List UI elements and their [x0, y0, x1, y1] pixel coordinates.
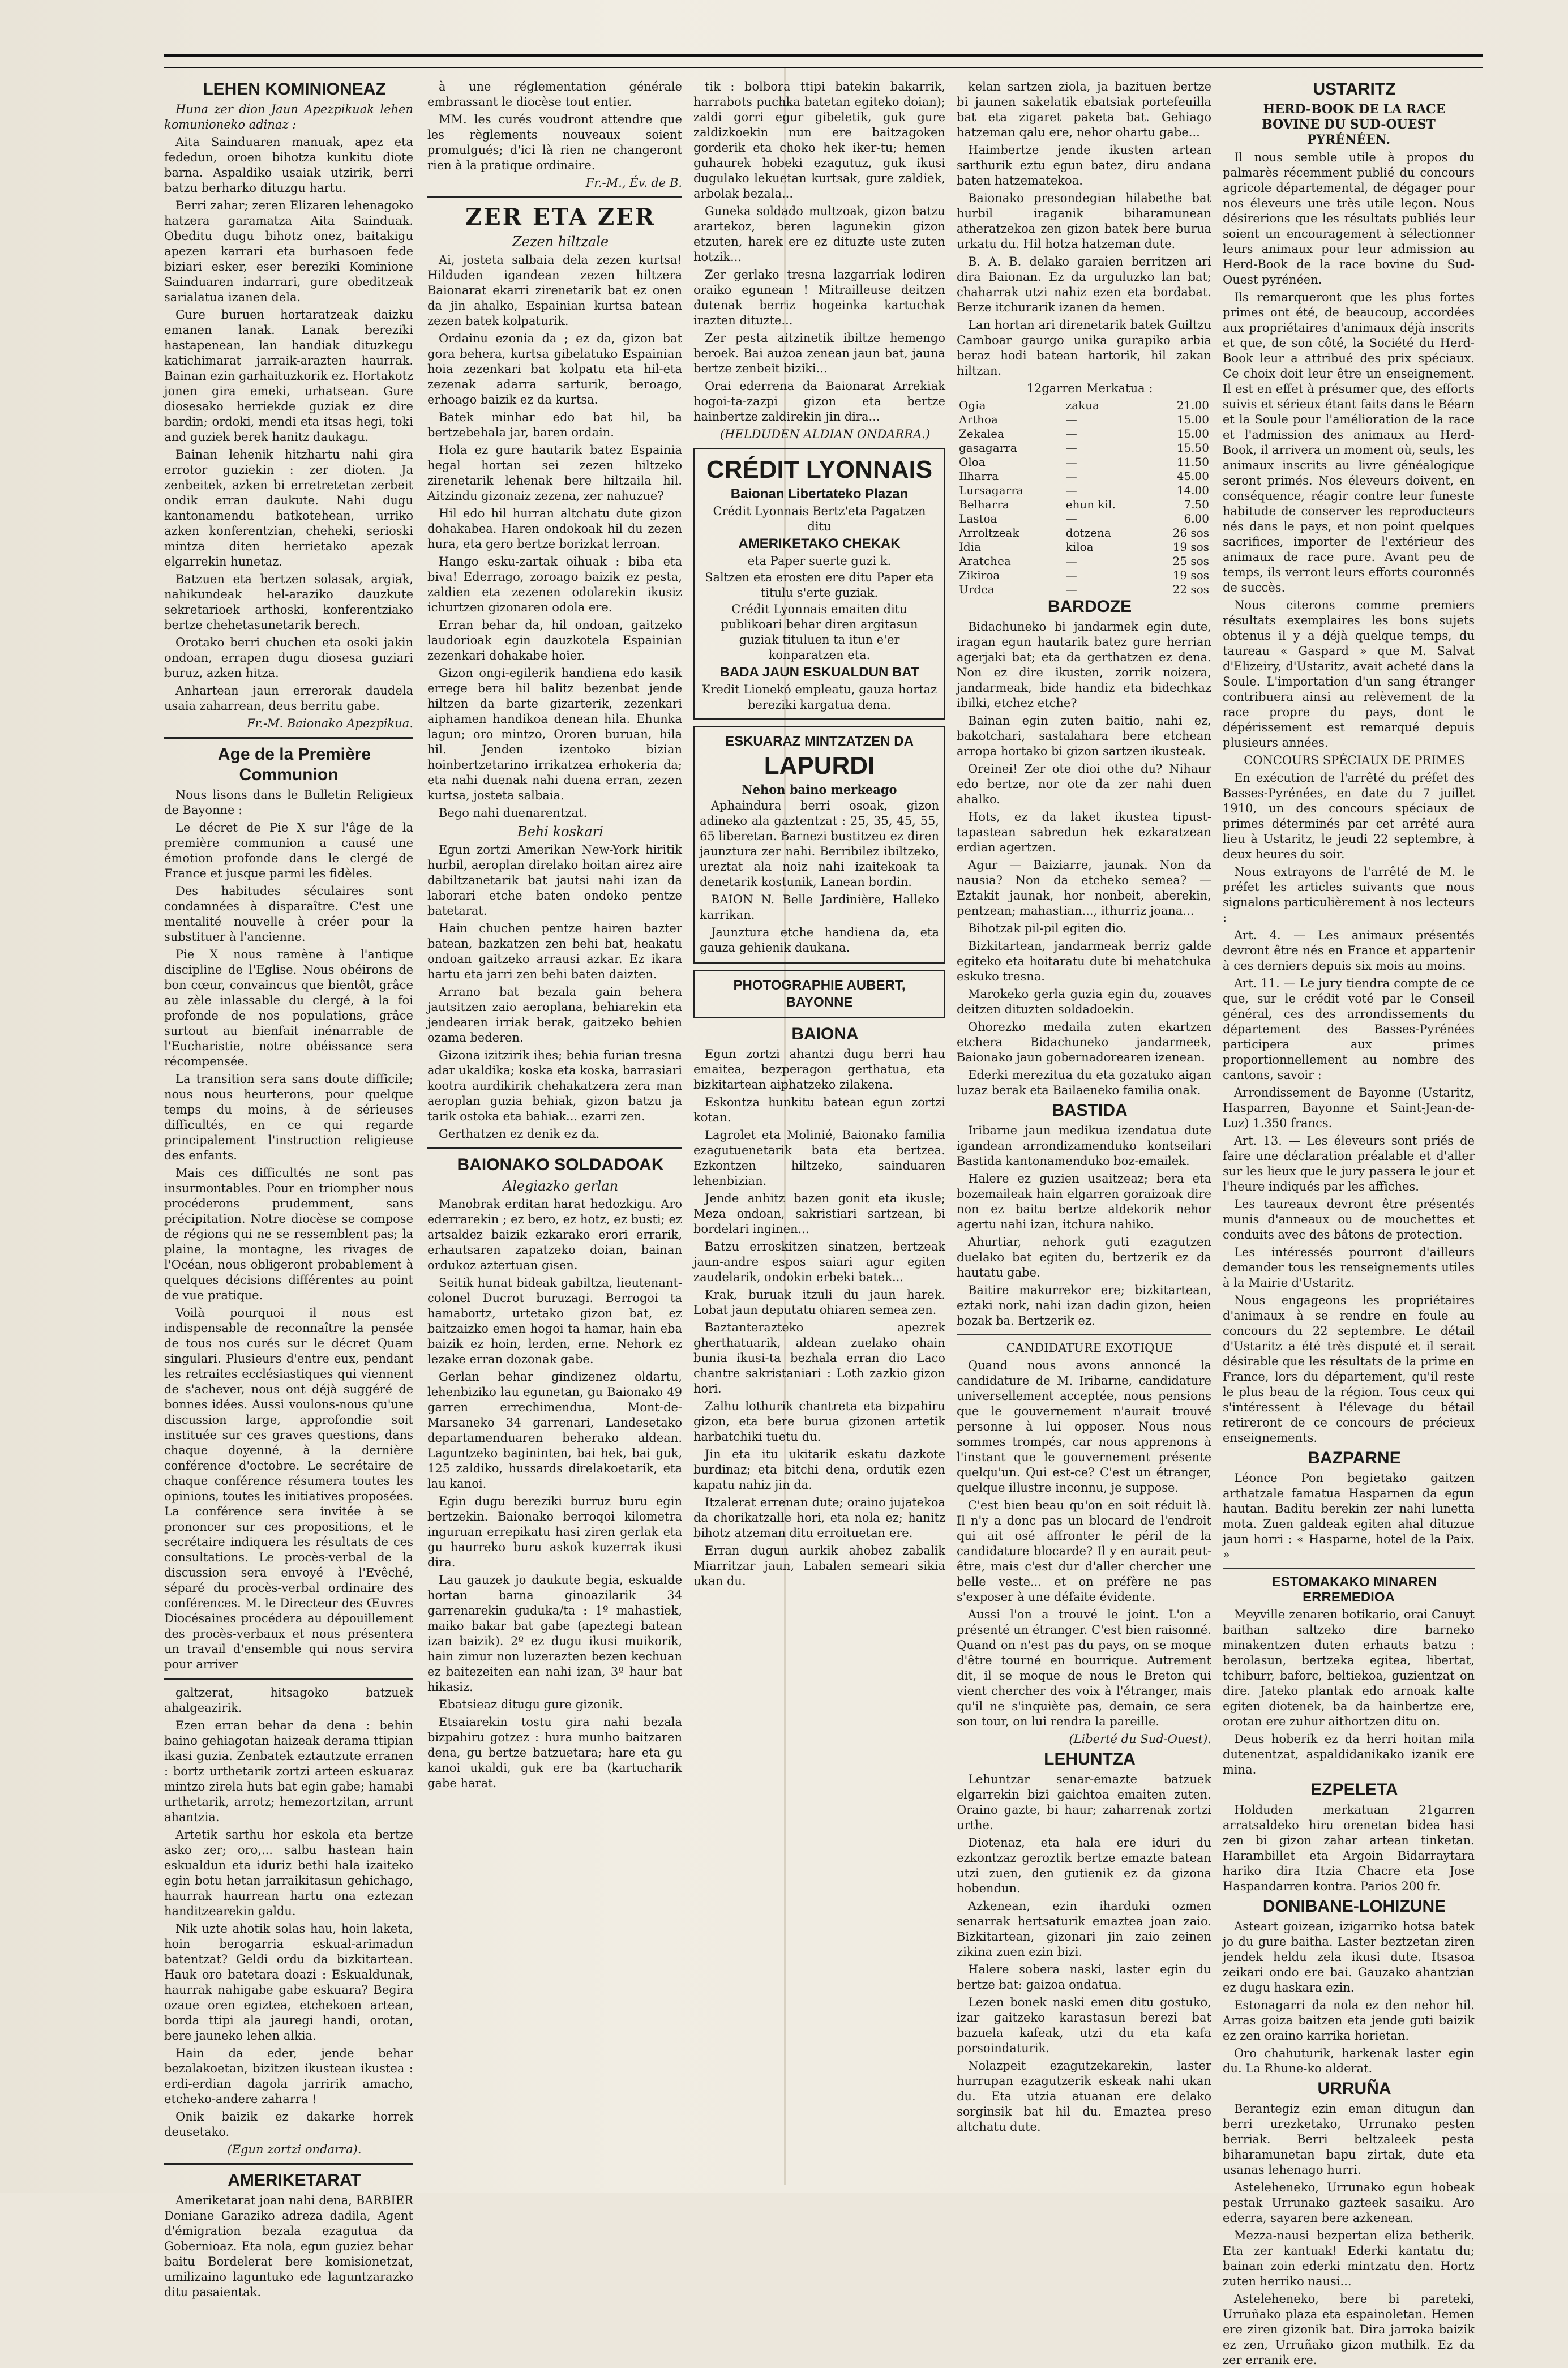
price-unit: —	[1065, 512, 1077, 525]
price-name: Zikiroa	[959, 568, 1000, 582]
column-2	[427, 79, 682, 2159]
bazparne-p1: Léonce Pon begietako gaitzen arthatzale famatua Hasparnen da egun hautan. Baditu berekin zer nahi lunetta mota. Zuen galdeak egiten ahal dituzue jaun horri : « Hasparne, hotel de la Paix. »	[1223, 1471, 1475, 1561]
price-unit: ehun kil.	[1065, 498, 1116, 511]
col2-top-p1: à une réglementation générale embrassant le diocèse tout entier.	[427, 80, 682, 109]
baiona-p5: Batzu erroskitzen sinatzen, bertzeak jaun-andre espos saiari agur egiten zaudelarik, ondokin erbeki batek...	[693, 1240, 945, 1284]
bardoze-heading: BARDOZE	[1047, 597, 1132, 616]
price-value: 19 sos	[1172, 540, 1209, 554]
price-value: 22 sos	[1172, 583, 1209, 596]
lehen-heading: LEHEN KOMINIONEAZ	[203, 80, 386, 99]
age-p4: La transition sera sans doute difficile; nous nous heurterons, pour quelque temps du moins, à de sérieuses difficultés, en ce qui regarde principalement l'instruction religieuse des enfants.	[164, 1072, 413, 1162]
donib-heading: DONIBANE-LOHIZUNE	[1262, 1897, 1446, 1916]
lehun-p6: Nolazpeit ezagutzekarekin, laster hurrupan ezagutzerik eskeak nahi ukan du. Eta utzia atuanan ere delako sorginsik bat hil du. Emaztea preso altchatu dute.	[957, 2059, 1211, 2134]
lehun-p4: Halere sobera naski, laster egin du bertze bat: gaizoa ondatua.	[957, 1963, 1211, 1992]
price-row	[957, 526, 1211, 540]
cont-signature: (Egun zortzi ondarra).	[227, 2143, 362, 2156]
zezen-p2: Ordainu ezonia da ; ez da, gizon bat gora behera, kurtsa gibelatuko Espainian hoia zezenkari bat kolpatu eta hil-eta zezenak adarra sarturik, beroago, erhoago baizik ez da kurtsa.	[427, 332, 682, 406]
age-heading: Age de la Première Communion	[217, 745, 371, 784]
baiona-p2: Eskontza hunkitu batean egun zortzi kotan.	[693, 1095, 945, 1124]
lapurdi-title: LAPURDI	[764, 752, 875, 780]
lehen-p6: Orotako berri chuchen eta osoki jakin ondoan, errapen dugu diosesa guziari buruz, azken hitza.	[164, 636, 413, 680]
bastida-p3: Ahurtiar, nehork guti ezagutzen duelako bat egiten du, bertzerik ez da hautatu gabe.	[957, 1235, 1211, 1279]
credit-title: CRÉDIT LYONNAIS	[706, 456, 933, 483]
baiona-p3: Lagrolet eta Molinié, Baionako familia ezagutuenetarik bata eta bertzea. Ezkontzen hiltzeko, sainduaren lehenbizian.	[693, 1128, 945, 1188]
price-name: Ogia	[959, 399, 986, 412]
price-name: Ilharra	[959, 469, 999, 483]
zezen-p5: Hil edo hil hurran altchatu dute gizon dohakabea. Haren ondokoak hil du zezen hura, eta gero bertze borizkat lerroan.	[427, 507, 682, 551]
price-row	[957, 483, 1211, 498]
lehen-p4: Bainan lehenik hitzhartu nahi gira errotor guziekin : zer dioten. Ja zenbeitek, azken bi erretretetan zerbeit ondik erran daukute. Nahi dugu kantonamendu batkotehean, urriko azken konferentzian, cheheki, serioski mintza diten herrietako apezak elgarrekin hunetaz.	[164, 448, 413, 568]
price-row	[957, 399, 1211, 413]
price-unit: —	[1065, 583, 1077, 596]
donib-p3: Oro chahuturik, harkenak laster egin du. La Rhune-ko alderat.	[1223, 2046, 1475, 2075]
ezpeleta-p1: Holduden merkatuan 21garren arratsaldeko hiru orenetan bidea hasi zen bi gizon zahar artean tinketan. Harambillet eta Argoin Bidarraytara hariko dira Itzia Chacre eta Jose Haspandarren kontra. Parios 200 fr.	[1223, 1803, 1475, 1893]
bazparne-heading: BAZPARNE	[1308, 1449, 1401, 1467]
price-row	[957, 469, 1211, 483]
baiona-p10: Itzalerat errenan dute; oraino jujatekoa da chorikatzalle hori, eta nola ez; hanitz bihotz atzeman ditu erroituetan ere.	[693, 1496, 945, 1540]
credit-line3: AMERIKETAKO CHEKAK	[738, 536, 901, 551]
col3-top-p4: Zer pesta aitzinetik ibiltze hemengo beroek. Bai auzoa zenean jaun bat, jauna bertze zenbeit biziki...	[693, 331, 945, 375]
lapurdi-p3: Jaunztura etche handiena da, eta gauza gehienik daukana.	[700, 926, 939, 954]
col3-top-signature: (HELDUDEN ALDIAN ONDARRA.)	[719, 427, 931, 441]
price-row	[957, 540, 1211, 554]
age-p3: Pie X nous ramène à l'antique discipline de l'Eglise. Nous obéirons de bon cœur, convaincus que bientôt, grâce au zèle inlassable du clergé, à la foi profonde de nos populations, grâce surtout au bienfait inénarrable de l'Eucharistie, notre obéissance sera récompensée.	[164, 948, 413, 1068]
price-unit: —	[1065, 413, 1077, 426]
lehen-p1: Aita Sainduaren manuak, apez eta fededun, oroen bihotza kunkitu diote barna. Aspaldiko usaiak utzirik, berri batzu berharko dituzgu hartu.	[164, 135, 413, 195]
zezen-p4: Hola ez gure hautarik batez Espainia hegal hortan sei zezen hiltzeko zirenetarik lehenak bere hiltzaila hil. Aitzindu gizonaiz zezena, zer nahuzue?	[427, 443, 682, 503]
cont-p3: Artetik sarthu hor eskola eta bertze asko zer; oro,... salbu hastean hain eskualdun eta iduriz bethi hala izaiteko egin botu hetan jarraikitasun gehichago, haurrak haurrean hartu ona eztezan handitzearekin galdu.	[164, 1828, 413, 1918]
col3-top-p5: Orai ederrena da Baionarat Arrekiak hogoi-ta-zazpi gizon eta bertze hainbertze zaldirekin jin dira...	[693, 379, 945, 423]
lapurdi-p2: BAION N. Belle Jardinière, Halleko karrikan.	[700, 893, 939, 922]
donib-p1: Asteart goizean, izigarriko hotsa batek jo du gure baitha. Laster beztzetan ziren jendek heldu zela ikusi dute. Itsasoa zeikari ondo ere bai. Gauzako ahantzian ez dugu haskara ezin.	[1223, 1920, 1475, 1994]
estom-p1: Meyville zenaren botikario, orai Canuyt baithan saltzeko dire barneko minakentzen duten erhauts batzu : berolasun, bertzeka egitea, libertat, tchiburr, baforc, beltiekoa, guzientzat on dire. Jateko plantak edo arnoak kalte egiten diotenek, ba da hainbertze ere, orotan ere zuhur aithortzen ditu on.	[1223, 1608, 1475, 1728]
baiona-p1: Egun zortzi ahantzi dugu berri hau emaitea, bezperagon gerthatua, eta bizkitartean aiphatzeko zilakena.	[693, 1047, 945, 1091]
baiona-p6: Krak, buruak itzuli du jaun harek. Lobat jaun deputatu ohiaren semea zen.	[693, 1288, 945, 1317]
bastida-heading: BASTIDA	[1052, 1101, 1128, 1120]
lehun-p3: Azkenean, ezin iharduki ozmen senarrak hertsaturik emaztea joan zaio. Bizkitartean, gizonari jin zaio zeinen zikina zuen ezin bizi.	[957, 1899, 1211, 1959]
concours-p1: En exécution de l'arrêté du préfet des Basses-Pyrénées, en date du 7 juillet 1910, un des concours spéciaux de primes déterminés par cet arrêté aura lieu à Ustaritz, le jeudi 22 septembre, à deux heures du soir.	[1223, 771, 1475, 861]
zer-heading: ZER ETA ZER	[465, 204, 656, 230]
bastida-p4: Baitire makurrekor ere; bizkitartean, eztaki nork, nahi izan dadin gizon, heien bozak ba. Bertzerik ez.	[957, 1283, 1211, 1328]
behi-p1: Egun zortzi Amerikan New-York hiritik hurbil, aeroplan direlako hoitan airez aire dabiltzanetarik bat jautsi nahi izan da laborari etche baten ondoko pentze batetarat.	[427, 843, 682, 918]
herd-p3: Nous citerons comme premiers résultats exemplaires les bons sujets obtenus il y a déjà quelque temps, du taureau « Gaspard » que M. Salvat d'Elizeiry, d'Ustaritz, avait acheté dans la Soule. L'importation d'un sang étranger contribuera ainsi au relèvement de la race propre du pays, dont le dépérissement est remarqué depuis plusieurs années.	[1223, 598, 1475, 750]
age-p6: Voilà pourquoi il nous est indispensable de reconnaître la pensée de tous nos curés sur le décret Quam singulari. Plusieurs d'entre eux, pendant les retraites ecclésiastiques qui viennent de s'achever, nous ont déjà suggéré de bonnes idées. Aussi voulons-nous qu'une discussion large, approfondie soit instituée sur ces graves questions, dans chaque doyenné, à la dernière conférence d'octobre. Le secrétaire de chaque conférence résumera toutes les opinions, toutes les initiatives proposées. La conférence sera invitée à se prononcer sur ces propositions, et le secrétaire indiquera les résultats de ces consultations. Le procès-verbal de la discussion sera envoyé à l'Evêché, séparé du procès-verbal ordinaire des conférences. M. le Directeur des Œuvres Diocésaines procédera au dépouillement des procès-verbaux et nous présentera un travail d'ensemble qui nous servira pour arriver	[164, 1306, 413, 1671]
price-row	[957, 413, 1211, 427]
donib-p2: Estonagarri da nola ez den nehor hil. Arras goiza baitzen eta jende guti baizik ez zen oraino karrika horietan.	[1223, 1998, 1475, 2042]
col4-top-p5: Lan hortan ari direnetarik batek Guiltzu Camboar gaurgo unika gurapiko arbia beraz hodi batean hartorik, hil zakan hiltzan.	[957, 318, 1211, 378]
cand-p2: C'est bien beau qu'on en soit réduit là. Il n'y a donc pas un blocard de l'endroit qui ait osé affronter le péril de la candidature blocarde? Il y en aurait peut-être, mais c'est dur d'aller chercher une belle veste... et on préfère ne pas s'exposer à une défaite évidente.	[957, 1498, 1211, 1604]
alegi-p6: Ebatsieaz ditugu gure gizonik.	[439, 1698, 623, 1711]
concours-p9: Nous engageons les propriétaires d'animaux à se rendre en foule au concours du 22 septembre. Le détail d'Ustaritz a été très disputé et il serait désirable que les résultats de la prime en France, lors du département, qu'il reste le plus beau de la région. Tous ceux qui s'intéressent à l'élevage du bétail retireront de ce concours de précieux enseignements.	[1223, 1294, 1475, 1445]
lapurdi-ad	[693, 726, 945, 964]
behi-p4: Gizona izitzirik ihes; behia furian tresna adar ukaldika; koska eta koska, barrasiari kootra aurdikirik chehakatzera zera man aeroplan guzia behiak, gizon batzu ja tarik ostoka eta bahiak... ezarri zen.	[427, 1048, 682, 1123]
alegi-p5: Lau gauzek jo daukute begia, eskualde hortan barna ginoazilarik 34 garrenarekin guduka/ta : 1º mahastiek, maiko bakar bat gabe (apeztegi batean izan baizik). 2º ez dugu ikusi muikorik, hain zimur non luzerazten bezen kechuan ez baitezeiten ean nahi izan, 3º haur bat hikasiz.	[427, 1573, 682, 1694]
column-5	[1223, 79, 1475, 2367]
estom-p2: Deus hoberik ez da herri hoitan mila dutenentzat, aspaldidanikako izanik ere mina.	[1223, 1732, 1475, 1776]
price-unit: —	[1065, 469, 1077, 483]
behi-heading: Behi koskari	[517, 824, 603, 840]
divider	[164, 737, 413, 739]
bardoze-p9: Ohorezko medaila zuten ekartzen etchera Bidachuneko jandarmeek, Baionako jaun gobernadorearen izenean.	[957, 1020, 1211, 1064]
bastida-p2: Halere ez guzien usaitzeaz; bera eta bozemaileak hain elgarren goraizoak dire non ez baitu bertze aldekorik nehor agertu nahi izan, itchura nahiko.	[957, 1172, 1211, 1231]
concours-p6: Art. 13. — Les éleveurs sont priés de faire une déclaration préalable et d'aller sur les lieux que le jury passera le jour et l'heure indiqués par les affiches.	[1223, 1134, 1475, 1193]
price-unit: —	[1065, 483, 1077, 497]
price-row	[957, 554, 1211, 568]
bardoze-p2: Bainan egin zuten baitio, nahi ez, bakotchari, sastalahara bere etchean arropa hortako bi gizon sartzen ikusteak.	[957, 714, 1211, 758]
urruna-p4: Asteleheneko, bere bi pareteki, Urruñako plaza eta espainoletan. Hemen ere ziren gizonik bat. Dira jarroka baizik ez zen, Urruñako gizon muthilk. Ez da zer erranik ere.	[1223, 2292, 1475, 2367]
column-4	[957, 79, 1211, 2159]
col4-top-p1: kelan sartzen ziola, ja bazituen bertze bi jaunen sakelatik ebatsiak portefeuilla bat eta zigaret paketa bat. Gehiago hatzeman qalu ere, nehor ohartu gabe...	[957, 80, 1211, 139]
lehen-p7: Anhartean jaun errerorak daudela usaia zaharrean, deus berritu gabe.	[164, 684, 413, 713]
price-value: 45.00	[1176, 469, 1209, 483]
amerik-text: Ameriketarat joan nahi dena, BARBIER Doniane Garaziko adreza dadila, Agent d'émigration bezala ezagutua da Gobernioaz. Eta nola, egun guziez behar baitu Bordelerat bere komisionetzat, umilizaino laguntuko ede laguntzarazko ditu pasaientak.	[164, 2194, 413, 2299]
col3-top-p1: tik : bolbora ttipi batekin bakarrik, harrabots puchka batetan egiteko doian); zaldi gorri egur gibeletik, guk gure zaldizkoekin nun ere baitzagoken gorderik eta choko hek iker-tu; hemen guhaurek hobeki ezagutuz, guk ikusi dugulako lekuetan kurtsak, gure zaldiek, arbolak bezala...	[693, 80, 945, 200]
cand-p3: Aussi l'on a trouvé le joint. L'on a présenté un étranger. C'est bien raisonné. Quand on n'est pas du pays, on se moque d'être tourné en bourrique. Autrement dit, il se moque de nous le Breton qui vient chercher des voix à l'étranger, mais qu'il ne s'inquiète pas, demain, ce sera son tour, on lui rendra la pareille.	[957, 1608, 1211, 1728]
price-value: 25 sos	[1172, 554, 1209, 568]
price-name: gasagarra	[959, 441, 1017, 455]
cand-p1: Quand nous avons annoncé la candidature de M. Iribarne, candidature universellement acceptée, nous pensions que le gouvernement n'aurait trouvé personne à lui opposer. Nous nous sommes trompés, car nous apprenons à l'instant que le gouvernement présente quelqu'un. Qui est-ce? C'est un étranger, quelque illustre inconnu, je suppose.	[957, 1359, 1211, 1495]
cand-signature: (Liberté du Sud-Ouest).	[1069, 1732, 1211, 1746]
price-unit: —	[1065, 568, 1077, 582]
amerik-heading: AMERIKETARAT	[228, 2171, 361, 2190]
behi-p5: Gerthatzen ez denik ez da.	[439, 1127, 600, 1141]
lehun-p2: Diotenaz, eta hala ere iduri du ezkontzaz geroztik bertze emazte batean utzi zuen, den gutienik ez da gizona hobendun.	[957, 1836, 1211, 1895]
bardoze-p10: Ederki merezitua du eta gozatuko aigan luzaz berak eta Bailaeneko familia onak.	[957, 1068, 1211, 1097]
alegi-p1: Manobrak erditan harat hedozkigu. Aro ederrarekin ; ez bero, ez hotz, ez busti; ez artsaldez baizik ezkarako erori errarik, erhautsaren zapatzeko doian, bainan ordukoz aztertuan gisen.	[427, 1197, 682, 1272]
alegi-p2: Seitik hunat bideak gabiltza, lieutenant-colonel Ducrot buruzagi. Berrogoi ta hamabortz, urtetako gizon bat, ez baitzaizko emen hogoi ta hamar, hain eba baizik ez hoin, lerden, erne. Nehork ez lezake erran dozonak gabe.	[427, 1276, 682, 1366]
lehen-intro: Huna zer dion Jaun Apezpikuak lehen komunioneko adinaz :	[164, 102, 413, 131]
price-row	[957, 455, 1211, 469]
herd-p2: Ils remarqueront que les plus fortes primes ont été, de beaucoup, accordées aux propriétaires d'animaux déjà inscrits et que, de son côté, la Société du Herd-Book leur a attribué des prix spéciaux. Ce choix doit leur être un enseignement. Il est en effet à présumer que, des efforts suivis et sérieux étant faits dans le Béarn et la Soule pour l'amélioration de la race et l'admission des animaux au Herd-Book, il arrivera un moment où, seuls, les animaux inscrits au livre généalogique seront primés. Nos éleveurs doivent, en conséquence, réagir contre leur funeste habitude de conserver les reproducteurs nés dans le pays, et non point quelques sacrifices, importer de l'extérieur des animaux de race pure. Avant peu de temps, ils verront leurs efforts couronnés de succès.	[1223, 290, 1475, 594]
price-row	[957, 512, 1211, 526]
market-prices-table	[957, 399, 1211, 597]
credit-line1: Baionan Libertateko Plazan	[730, 486, 909, 502]
bardoze-p5: Agur — Baiziarre, jaunak. Non da nausia? Non da etcheko semea? — Eztakit jaunak, hor nonbeit, aberekin, pentzean; mahastian..., ithurriz joana...	[957, 858, 1211, 918]
divider	[427, 1147, 682, 1149]
behi-p3: Arrano bat bezala gain behera jautsitzen zaio aeroplana, behiarekin eta jendearen irriak berak, gaitzeko behien ozama bederen.	[427, 985, 682, 1044]
concours-heading: CONCOURS SPÉCIAUX DE PRIMES	[1244, 753, 1465, 767]
estom-heading: ESTOMAKAKO MINAREN ERREMEDIOA	[1271, 1574, 1437, 1605]
price-name: Lastoa	[959, 512, 997, 525]
baiona-heading: BAIONA	[791, 1025, 859, 1043]
price-row	[957, 498, 1211, 512]
credit-line4: eta Paper suerte guzi k.	[747, 554, 892, 568]
credit-line2: Crédit Lyonnais Bertz'eta Pagatzen ditu	[713, 504, 926, 533]
zezen-p8: Gizon ongi-egilerik handiena edo kasik errege bera hil balitz bezenbat jende hiltzen da barte gizarterik, zezenkari aiphamen handikoa denean hila. Ehunka lagun; oro mintzo, Ororen buruan, hila hil. Jenden izentoko bizian hoinbertzetarino irrikatzea erhokeria da; eta nahi duenak nahi duena erran, zezen kurtsa, josteta salbaia.	[427, 666, 682, 802]
ustaritz-heading: USTARITZ	[1313, 80, 1396, 99]
lapurdi-p1: Aphaindura berri osoak, gizon adineko ala gaztentzat : 25, 35, 45, 55, 65 liberetan. Barnezi bustitzeu ez diren jaunztura zer nahi. Berribilez ibiltzeko, ureztat ala noiz nahi izaitekoak ta denetarik kostunik, Lanean bordin.	[700, 799, 939, 889]
price-value: 15.00	[1176, 427, 1209, 440]
bastida-p1: Iribarne jaun medikua izendatua dute igandean arrondizamenduko kontseilari Bastida kantonamenduko boz-emailek.	[957, 1124, 1211, 1168]
lehen-signature: Fr.-M. Baionako Apezpikua.	[246, 717, 413, 730]
cont-p2: Ezen erran behar da dena : behin baino gehiagotan haizeak derama ttipian ikasi guzia. Zenbatek eztautzute erranen : bortz urthetarik zortzi arteen eskuaraz mintzo zirela huts bat egin gabe; hamabi urthetarik, arrotz; hemezortzitan, arrunt ahantzia.	[164, 1719, 413, 1824]
credit-line8: Kredit Lionekó empleatu, gauza hortaz bereziki kargatua dena.	[701, 683, 937, 712]
divider	[957, 1334, 1211, 1335]
urruna-p1: Berantegiz ezin eman ditugun dan berri urezketako, Urrunako pesten berriak. Berri beltzaleek pesta biharamunetan bapu zirtak, dute eta usanas lehenago hurri.	[1223, 2102, 1475, 2177]
col4-top-p2: Haimbertze jende ikusten artean sarthurik eztu egun batez, diru andana baten hatzematekoa.	[957, 143, 1211, 187]
zezen-p3: Batek minhar edo bat hil, ba bertzebehala jar, baren ordain.	[427, 410, 682, 439]
bardoze-p3: Oreinei! Zer ote dioi othe du? Nihaur edo bertze, nor ote da zer nahi duen ahalko.	[957, 762, 1211, 806]
cont-p5: Hain da eder, jende behar bezalakoetan, bizitzen ikustean ikustea : erdi-erdian dagola jarririk amacho, etcheko-andere zaharra !	[164, 2046, 413, 2106]
price-value: 7.50	[1184, 498, 1209, 511]
age-p1: Le décret de Pie X sur l'âge de la première communion a causé une émotion profonde dans le clergé de France et jusque parmi les fidèles.	[164, 821, 413, 880]
cont-p1: galtzerat, hitsagoko batzuek ahalgeazirik.	[164, 1686, 413, 1715]
price-name: Idia	[959, 540, 982, 554]
price-unit: zakua	[1065, 399, 1100, 412]
col2-top-p2: MM. les curés voudront attendre que les règlements nouveaux soient promulgués; d'ici là rien ne changeront rien à la pratique ordinaire.	[427, 113, 682, 172]
price-value: 11.50	[1176, 455, 1209, 469]
credit-lyonnais-ad	[693, 448, 945, 720]
age-p2: Des habitudes séculaires sont condamnées à disparaître. C'est une mentalité nouvelle à créer pour la substituer à l'ancienne.	[164, 884, 413, 944]
price-row	[957, 427, 1211, 441]
baio-heading: BAIONAKO SOLDADOAK	[457, 1155, 664, 1174]
zezen-p1: Ai, josteta salbaia dela zezen kurtsa! Hilduden igandean zezen hiltzera Baionarat ekarri zirenetarik bat ez onen da jin ahalko, Espainian kurtsa batean zezen batek kolpaturik.	[427, 253, 682, 328]
price-value: 21.00	[1176, 399, 1209, 412]
herd-heading: HERD-BOOK DE LA RACE BOVINE DU SUD-OUEST PYRÉNÉEN.	[1262, 102, 1446, 147]
ezpeleta-heading: EZPELETA	[1310, 1780, 1398, 1799]
urruna-heading: URRUÑA	[1317, 2079, 1391, 2098]
price-row	[957, 441, 1211, 455]
zezen-heading: Zezen hiltzale	[512, 234, 609, 250]
baiona-p11: Erran dugun aurkik ahobez zabalik Miarritzar jaun, Labalen semeari sikia ukan du.	[693, 1544, 945, 1588]
prices-heading: 12garren Merkatua :	[1026, 382, 1153, 395]
lehun-p5: Lezen bonek naski emen ditu gostuko, izar gaitzeko karastasun berezi bat bazuela kafeak, utzi du eta kafa porsoindaturik.	[957, 1996, 1211, 2055]
price-name: Lursagarra	[959, 483, 1023, 497]
price-row	[957, 568, 1211, 583]
column-3	[693, 79, 945, 2159]
price-name: Zekalea	[959, 427, 1004, 440]
cont-p4: Nik uzte ahotik solas hau, hoin laketa, hoin berogarria eskual-arimadun batentzat? Geldi ordu da bizkitartean. Hauk oro batetara doazi : Eskualdunak, haurrak nahigabe gabe eskuara? Begira ozaue oren egiztea, etchekoen artean, borda ttipi ala jauregi handi, orotan, bere jauneko lehen alkia.	[164, 1922, 413, 2042]
divider	[1223, 1568, 1475, 1569]
price-unit: dotzena	[1065, 526, 1111, 539]
urruna-p2: Asteleheneko, Urrunako egun hobeak pestak Urrunako gazteek sasaiku. Aro ederra, sayaren bere azkenean.	[1223, 2181, 1475, 2225]
cand-heading: CANDIDATURE EXOTIQUE	[1006, 1341, 1173, 1355]
price-value: 15.50	[1176, 441, 1209, 455]
concours-p4: Art. 11. — Le jury tiendra compte de ce que, sur le crédit voté par le Conseil général, ces des arrondissements du département des Basses-Pyrénées participera aux primes proportionnellement au nombre des cantons, savoir :	[1223, 977, 1475, 1082]
baiona-p9: Jin eta itu ukitarik eskatu dazkote burdinaz; eta bitchi dena, ordutik ezen kapatu nahiz jin da.	[693, 1448, 945, 1492]
zezen-p9: Bego nahi duenarentzat.	[439, 806, 588, 820]
eskuaraz-banner: ESKUARAZ MINTZATZEN DA	[725, 734, 914, 749]
lapurdi-sub: Nehon baino merkeago	[742, 782, 897, 797]
price-name: Aratchea	[959, 554, 1011, 568]
price-value: 26 sos	[1172, 526, 1209, 539]
baiona-p8: Zalhu lothurik chantreta eta bizpahiru gizon, eta bere burua gizonen artetik harbatchiki tuetu du.	[693, 1399, 945, 1444]
price-unit: kiloa	[1065, 540, 1094, 554]
price-value: 6.00	[1184, 512, 1209, 525]
credit-line6: Crédit Lyonnais emaiten ditu publikoari behar diren argitasun guziak tituluen ta itun e'er konparatzen eta.	[721, 602, 918, 662]
bardoze-p7: Bizkitartean, jandarmeak berriz galde egiteko eta hoitaratu dute bi mehatchuka eskuko tresna.	[957, 939, 1211, 983]
price-unit: —	[1065, 427, 1077, 440]
column-1	[164, 79, 413, 2299]
credit-line7: BADA JAUN ESKUALDUN BAT	[719, 665, 919, 680]
cont-p6: Onik baizik ez dakarke horrek deusetako.	[164, 2110, 413, 2139]
concours-p8: Les intéressés pourront d'ailleurs demander tous les renseignements utiles à la Mairie d'Ustaritz.	[1223, 1245, 1475, 1290]
alegi-heading: Alegiazko gerlan	[502, 1178, 619, 1194]
price-value: 14.00	[1176, 483, 1209, 497]
col4-top-p3: Baionako presondegian hilabethe bat hurbil iraganik biharamunean atheratzekoa zen gizon batek bere burua urkatu du. Hil hotza hatzeman dute.	[957, 191, 1211, 251]
lehen-p5: Batzuen eta bertzen solasak, argiak, nahikundeak hel-araziko dauzkute sekretarioek arthoski, konferentziako bertze chehetasunetarik berech.	[164, 572, 413, 632]
credit-line5: Saltzen eta erosten ere ditu Paper eta titulu s'erte guziak.	[705, 571, 934, 600]
concours-p3: Art. 4. — Les animaux présentés devront être nés en France et appartenir à ces derniers depuis six mois au moins.	[1223, 928, 1475, 973]
lehun-p1: Lehuntzar senar-emazte batzuek elgarrekin bizi gaichtoa emaiten zuten. Oraino gazte, bi haur; zaharrenak zortzi urthe.	[957, 1772, 1211, 1832]
concours-p7: Les taureaux devront être présentés munis d'anneaux ou de mouchettes et conduits avec des bâtons de protection.	[1223, 1197, 1475, 1241]
col3-top-p2: Guneka soldado multzoak, gizon batzu arartekoz, beren lagunekin gizon etzuten, harek ere ez dituzte uste zuten hotzik...	[693, 204, 945, 264]
alegi-p7: Etsaiarekin tostu gira nahi bezala bizpahiru gotzez : hura munho baitzaren dena, gu bertze batzuetara; hare eta gu kanoi ukaldi, guk ere ba (kartucharik gabe harat.	[427, 1715, 682, 1790]
age-p5: Mais ces difficultés ne sont pas insurmontables. Pour en triompher nous procéderons prudemment, sans précipitation. Notre diocèse se compose de régions qui ne se ressemblent pas; la plaine, la montagne, les rivages de l'Océan, nous obligeront probablement à quelques décisions différentes au point de vue pratique.	[164, 1166, 413, 1302]
price-name: Arroltzeak	[959, 526, 1019, 539]
price-name: Urdea	[959, 583, 995, 596]
lehen-p3: Gure buruen hortaratzeak daizku emanen lanak. Lanak bereziki hastapenean, lan handiak dituzkegu katichimarat jarraik-arazten haurrak. Bainan ezin garhaituzkorik ez. Hortakotz jonen gira emeki, urhatsean. Gure diosesako herriekde guziak ez dire bardin; ordoki, mendi eta itsas hegi, toki and guziek berek hanitz daukagu.	[164, 308, 413, 444]
lehen-p2: Berri zahar; zeren Elizaren lehenagoko hatzera garamatza Aita Sainduak. Obeditu dugu bihotz onez, baitakigu apezen karrari eta burhasoen fede biziari esker, eser bereziki Kominione Sainduaren indarrari, gure obeditzeak sarialatua izanen dela.	[164, 199, 413, 304]
concours-p5: Arrondissement de Bayonne (Ustaritz, Hasparren, Bayonne et Saint-Jean-de-Luz) 1.350 francs.	[1223, 1086, 1475, 1130]
price-row	[957, 583, 1211, 597]
bardoze-p8: Marokeko gerla guzia egin du, zouaves deitzen dituzten soldadoekin.	[957, 987, 1211, 1016]
concours-p2: Nous extrayons de l'arrêté de M. le préfet les articles suivants que nous signalons particulièrement à nos lecteurs :	[1223, 865, 1475, 924]
photo-title: PHOTOGRAPHIE AUBERT, BAYONNE	[733, 978, 906, 1010]
herd-p1: Il nous semble utile à propos du palmarès récemment publié du concours agricole départemental, de dégager pour nos éleveurs une très utile leçon. Nous désirerions que les résultats publiés leur soient un encouragement à sélectionner leurs animaux pour leur admission au Herd-Book de la race bovine du Sud-Ouest pyrénéen.	[1223, 151, 1475, 286]
col2-top-signature: Fr.-M., Év. de B.	[585, 176, 682, 190]
price-name: Arthoa	[959, 413, 998, 426]
zezen-p6: Hango esku-zartak oihuak : biba eta biva! Ederrago, zoroago baizik ez pesta, zaldien eta zezenen odolarekin ikusiz ichurtzen gizonaren odola ere.	[427, 555, 682, 614]
price-unit: —	[1065, 455, 1077, 469]
zezen-p7: Erran behar da, hil ondoan, gaitzeko laudorioak egin dauzkotela Espainian zezenkari dohakabe hoier.	[427, 618, 682, 662]
alegi-p3: Gerlan behar gindizenez oldartu, lehenbiziko lau egunetan, gu Baionako 49 garren errechimendua, Mont-de-Marsaneko 34 garrenari, Landesetako departamenduaren beherako aldean. Laguntzeko bagininten, bai hek, bai guk, 125 zaldiko, hussards direlakoetarik, eta lau kanoi.	[427, 1370, 682, 1491]
baiona-p4: Jende anhitz bazen gonit eta ikusle; Meza ondoan, sakristiari sartzean, bi bordelari inginen...	[693, 1192, 945, 1236]
col3-top-p3: Zer gerlako tresna lazgarriak lodiren oraiko egunean ! Mitrailleuse deitzen dutenak berriz hogeinka kartuchak irazten dituzte...	[693, 268, 945, 327]
price-value: 15.00	[1176, 413, 1209, 426]
lehun-heading: LEHUNTZA	[1044, 1750, 1136, 1768]
col4-top-p4: B. A. B. delako garaien berritzen ari dira Baionan. Ez da urguluzko lan bat; chaharrak utzi nahiz ezen eta bordabat. Berze itchurarik izanen da hemen.	[957, 255, 1211, 314]
price-name: Oloa	[959, 455, 986, 469]
price-unit: —	[1065, 441, 1077, 455]
bardoze-p1: Bidachuneko bi jandarmek egin dute, iragan egun hautarik batez gure herrian agerjaki bat; eta da gerthatzen ez dena. Non ez dire ikusten, zorrik noizera, jandarmeak, bide handiz eta bidechkaz ibilki, etchez etche?	[957, 620, 1211, 710]
price-name: Belharra	[959, 498, 1009, 511]
urruna-p3: Mezza-nausi bezpertan eliza betherik. Eta zer kantuak! Ederki kantatu du; bainan zoin ederki mintzatu den. Hortz zuten herriko nausi...	[1223, 2229, 1475, 2288]
photo-ad	[693, 970, 945, 1018]
price-value: 19 sos	[1172, 568, 1209, 582]
age-intro: Nous lisons dans le Bulletin Religieux de Bayonne :	[164, 788, 413, 817]
divider	[164, 1678, 413, 1680]
masthead-rule	[164, 54, 1483, 68]
price-unit: —	[1065, 554, 1077, 568]
divider	[164, 2163, 413, 2165]
bardoze-p6: Bihotzak pil-pil egiten dio.	[968, 922, 1127, 935]
behi-p2: Hain chuchen pentze hairen bazter batean, bazkatzen zen behi bat, heakatu ondoan gaitzeko arrausi azkar. Ez ikara hartu eta jarri zen behi baten daizten.	[427, 922, 682, 981]
alegi-p4: Egin dugu bereziki burruz buru egin bertzekin. Baionako berroqoi kilometra inguruan errepikatu hasi ziren gerlak eta gu haurreko buru askok kuzerrak ikusi dira.	[427, 1495, 682, 1569]
baiona-p7: Baztanterazteko apezrek gherthatuarik, aldean zuelako ohain bunia ikusi-ta bezhala erran dio Laco chantre sakristaniari : Loth zazkio gizon hori.	[693, 1321, 945, 1395]
divider	[427, 196, 682, 198]
bardoze-p4: Hots, ez da laket ikustea tipust-tapastean sabredun hek ezkaratzean erdian agertzen.	[957, 810, 1211, 854]
